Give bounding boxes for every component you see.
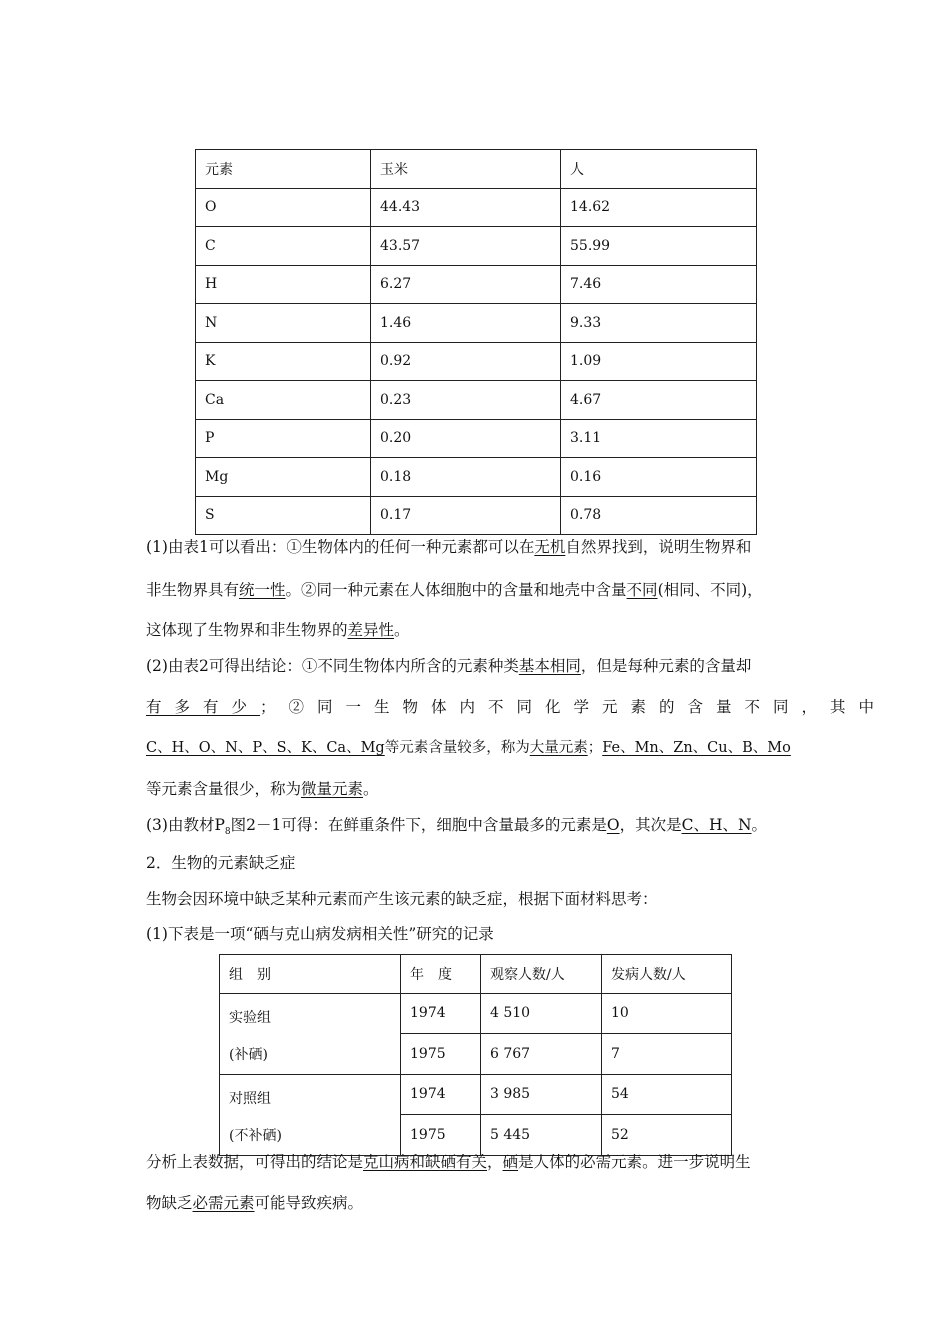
table-cell: 1974 xyxy=(401,1074,481,1115)
table-cell: Mg xyxy=(196,458,371,497)
answer-blank: 基本相同 xyxy=(518,657,581,675)
table-row xyxy=(220,993,732,1034)
table-cell: 55.99 xyxy=(561,227,757,266)
table-cell: 0.17 xyxy=(371,496,561,535)
table-cell: 0.23 xyxy=(371,381,561,420)
table-cell: 6.27 xyxy=(371,265,561,304)
answer-blank: 必需元素 xyxy=(192,1194,255,1212)
table-row xyxy=(196,227,757,266)
table-row xyxy=(220,1074,732,1115)
table-cell: 7 xyxy=(602,1034,732,1075)
table-row xyxy=(196,458,757,497)
answer-blank: C、H、N xyxy=(681,816,752,834)
table-cell: 6 767 xyxy=(481,1034,602,1075)
table-cell: 7.46 xyxy=(561,265,757,304)
table-cell: N xyxy=(196,304,371,343)
header-cell: 组 别 xyxy=(220,955,401,994)
paragraph-2-line-1: (2)由表2可得出结论：①不同生物体内所含的元素种类基本相同，但是每种元素的含量却 xyxy=(146,657,752,675)
table-cell: 0.78 xyxy=(561,496,757,535)
table-cell: 43.57 xyxy=(371,227,561,266)
paragraph-1-line-3: 这体现了生物界和非生物界的差异性。 xyxy=(146,621,410,639)
question-1: (1)下表是一项“硒与克山病发病相关性”研究的记录 xyxy=(146,925,494,943)
table-cell: O xyxy=(196,188,371,227)
section-intro: 生物会因环境中缺乏某种元素而产生该元素的缺乏症，根据下面材料思考： xyxy=(146,890,658,908)
conclusion-line-2: 物缺乏必需元素可能导致疾病。 xyxy=(146,1194,364,1212)
answer-blank: 统一性 xyxy=(239,581,286,599)
answer-blank: 硒 xyxy=(502,1153,519,1171)
answer-blank: C、H、O、N、P、S、K、Ca、Mg xyxy=(146,740,385,756)
table-row xyxy=(196,342,757,381)
table-header-row xyxy=(220,955,732,994)
paragraph-2-line-2: 有多有少 ；②同一生物体内不同化学元素的含量不同，其中 xyxy=(146,698,888,716)
answer-blank: 克山病和缺硒有关 xyxy=(363,1153,488,1171)
table-cell: 44.43 xyxy=(371,188,561,227)
table-cell: P xyxy=(196,419,371,458)
table-cell: 0.18 xyxy=(371,458,561,497)
group-cell: 对照组 (不补硒) xyxy=(220,1074,401,1155)
paragraph-2-line-3: C、H、O、N、P、S、K、Ca、Mg等元素含量较多，称为大量元素；Fe、Mn、Zn、Cu、B、Mo xyxy=(146,740,791,756)
table-cell: 3.11 xyxy=(561,419,757,458)
selenium-study-table xyxy=(219,954,732,1156)
table-cell: 5 445 xyxy=(481,1115,602,1156)
table-cell: 54 xyxy=(602,1074,732,1115)
table-row xyxy=(196,265,757,304)
header-cell: 元素 xyxy=(196,150,371,189)
header-cell: 观察人数/人 xyxy=(481,955,602,994)
answer-blank: 不同 xyxy=(626,581,658,599)
table-row xyxy=(196,304,757,343)
answer-blank: O xyxy=(606,816,620,834)
table-cell: 1975 xyxy=(401,1115,481,1156)
table-cell: 9.33 xyxy=(561,304,757,343)
header-cell: 玉米 xyxy=(371,150,561,189)
table-row xyxy=(196,419,757,458)
table-cell: S xyxy=(196,496,371,535)
paragraph-1-line-1: (1)由表1可以看出：①生物体内的任何一种元素都可以在无机自然界找到，说明生物界和 xyxy=(146,538,752,556)
table-cell: 1.09 xyxy=(561,342,757,381)
header-cell: 年 度 xyxy=(401,955,481,994)
group-cell: 实验组 (补硒) xyxy=(220,993,401,1074)
element-content-table xyxy=(195,149,757,535)
table-cell: 0.20 xyxy=(371,419,561,458)
answer-blank: 差异性 xyxy=(347,621,395,639)
table-cell: 10 xyxy=(602,993,732,1034)
table-cell: 1.46 xyxy=(371,304,561,343)
answer-blank: 大量元素 xyxy=(529,740,588,756)
answer-blank: 微量元素 xyxy=(301,780,364,798)
table-cell: 0.92 xyxy=(371,342,561,381)
table-row xyxy=(196,188,757,227)
answer-blank: 无机 xyxy=(534,538,566,556)
section-heading: 2．生物的元素缺乏症 xyxy=(146,854,296,872)
table-cell: 4.67 xyxy=(561,381,757,420)
table-cell: 52 xyxy=(602,1115,732,1156)
table-cell: C xyxy=(196,227,371,266)
paragraph-3: (3)由教材$P_8$图2－1可得：在鲜重条件下，细胞中含量最多的元素是O，其次是C、H、N。 xyxy=(146,816,768,838)
header-cell: 发病人数/人 xyxy=(602,955,732,994)
table-cell: 3 985 xyxy=(481,1074,602,1115)
header-cell: 人 xyxy=(561,150,757,189)
paragraph-2-line-4: 等元素含量很少，称为微量元素。 xyxy=(146,780,379,798)
table-cell: K xyxy=(196,342,371,381)
table-cell: 1974 xyxy=(401,993,481,1034)
answer-blank: Fe、Mn、Zn、Cu、B、Mo xyxy=(602,740,791,756)
conclusion-line-1: 分析上表数据，可得出的结论是克山病和缺硒有关，硒是人体的必需元素。进一步说明生 xyxy=(146,1153,751,1171)
table-cell: 1975 xyxy=(401,1034,481,1075)
table-cell: H xyxy=(196,265,371,304)
table-row xyxy=(196,496,757,535)
answer-blank: 有多有少 xyxy=(146,698,261,716)
table-header-row xyxy=(196,150,757,189)
table-cell: 14.62 xyxy=(561,188,757,227)
table-cell: 0.16 xyxy=(561,458,757,497)
table-row xyxy=(196,381,757,420)
paragraph-1-line-2: 非生物界具有统一性。②同一种元素在人体细胞中的含量和地壳中含量不同(相同、不同)， xyxy=(146,581,763,599)
table-cell: 4 510 xyxy=(481,993,602,1034)
table-cell: Ca xyxy=(196,381,371,420)
